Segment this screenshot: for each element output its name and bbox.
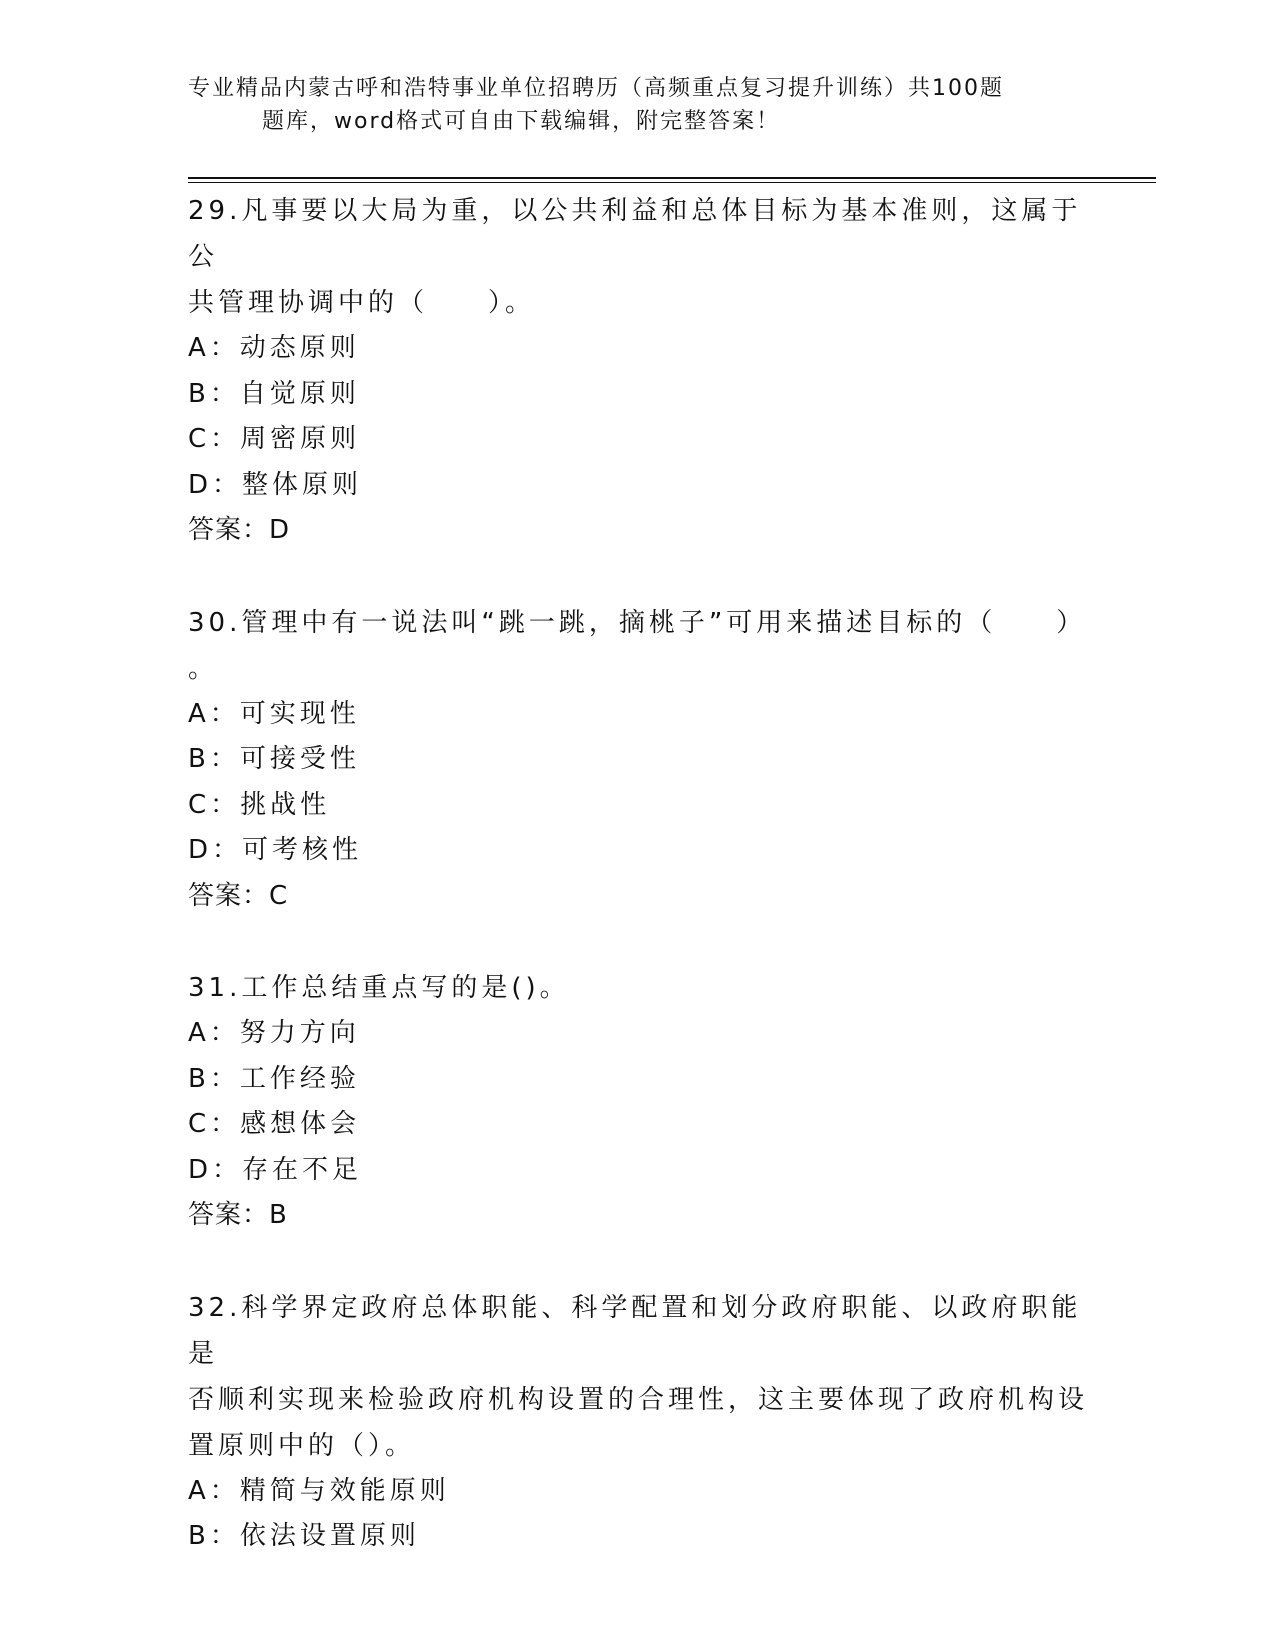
question-stem-line: 否顺利实现来检验政府机构设置的合理性，这主要体现了政府机构设 (188, 1384, 1089, 1415)
answer-line: 答案：C (188, 880, 289, 911)
question-stem-line: 30.管理中有一说法叫“跳一跳，摘桃子”可用来描述目标的（ ） (188, 607, 1087, 638)
question-31 (188, 965, 1088, 1239)
question-stem-line: 共管理协调中的（ ）。 (188, 288, 536, 318)
option-b: B：依法设置原则 (188, 1521, 420, 1551)
question-stem-line: 置原则中的（）。 (188, 1430, 416, 1461)
question-stem-line: 。 (188, 653, 219, 684)
option-c: C：周密原则 (188, 424, 361, 454)
question-stem-line: 29.凡事要以大局为重，以公共利益和总体目标为基本准则，这属于公 (188, 196, 1082, 272)
option-d: D：存在不足 (188, 1154, 363, 1185)
option-b: B：自觉原则 (188, 378, 360, 409)
option-a: A：努力方向 (188, 1018, 360, 1048)
option-c: C：挑战性 (188, 789, 331, 820)
question-stem (188, 1285, 1088, 1469)
question-stem: 31.工作总结重点写的是()。 (188, 973, 570, 1003)
answer-line: 答案：B (188, 1200, 288, 1230)
option-a: A：精简与效能原则 (188, 1475, 450, 1506)
option-d: D：可考核性 (188, 835, 363, 865)
question-stem (188, 188, 1088, 326)
option-d: D：整体原则 (188, 469, 363, 500)
option-a: A：可实现性 (188, 698, 360, 729)
header-title-line-2: 题库，word格式可自由下载编辑，附完整答案！ (262, 109, 781, 134)
header-divider-thick (188, 177, 1156, 179)
option-a: A：动态原则 (188, 333, 360, 363)
question-stem (188, 600, 1088, 692)
answer-line: 答案：D (188, 515, 291, 545)
question-30 (188, 600, 1088, 920)
header-title-line-1: 专业精品内蒙古呼和浩特事业单位招聘历（高频重点复习提升训练）共100题 (188, 76, 1004, 101)
option-b: B：工作经验 (188, 1063, 360, 1094)
question-stem-line: 32.科学界定政府总体职能、科学配置和划分政府职能、以政府职能是 (188, 1292, 1082, 1369)
header-divider-thin (188, 182, 1156, 183)
question-32 (188, 1285, 1088, 1560)
option-b: B：可接受性 (188, 744, 360, 774)
option-c: C：感想体会 (188, 1109, 361, 1139)
document-header (188, 72, 1048, 138)
question-29 (188, 188, 1088, 554)
question-list (188, 188, 1088, 1606)
